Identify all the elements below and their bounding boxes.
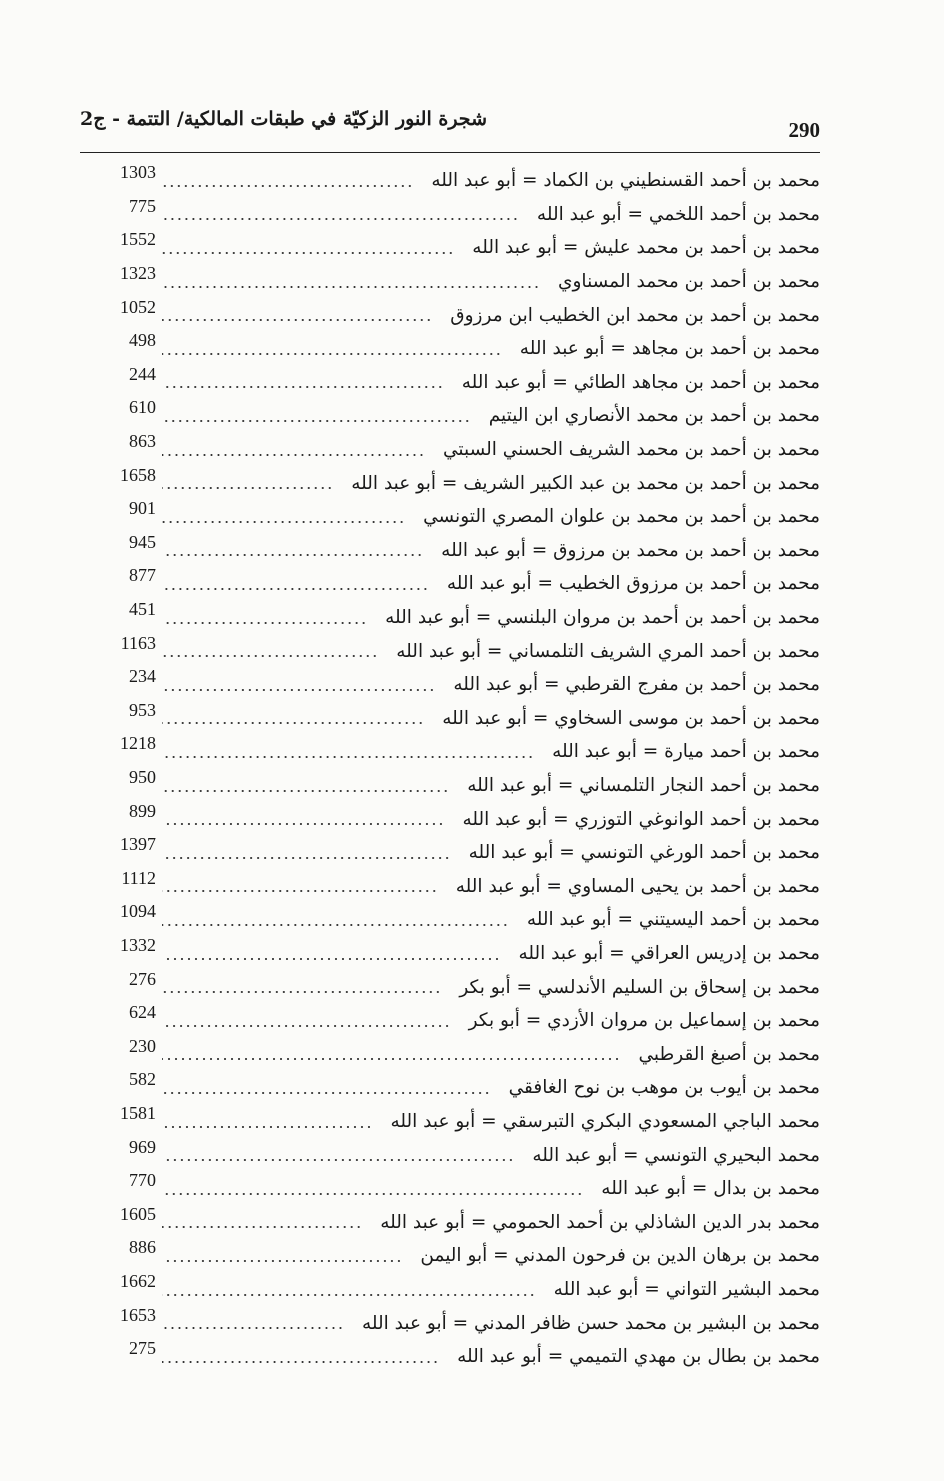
dot-leader [162, 622, 367, 624]
entry-name: محمد بن أحمد الورغي التونسي = أبو عبد الله [468, 842, 820, 864]
dot-leader [162, 823, 444, 825]
dot-leader [162, 218, 519, 220]
entry-name: محمد بن أحمد بن مفرج القرطبي = أبو عبد الله [453, 674, 820, 696]
entry-name: محمد بن أحمد بن محمد عليش = أبو عبد الله [472, 237, 820, 259]
index-entry [96, 265, 820, 299]
entry-page-number: 775 [129, 195, 156, 216]
index-entry [96, 466, 820, 500]
dot-leader [162, 756, 534, 758]
header-rule [80, 152, 820, 153]
dot-leader [162, 252, 454, 254]
entry-name: محمد بن أحمد بن محمد ابن الخطيب ابن مرزوق [450, 304, 820, 326]
entry-page-number: 901 [129, 498, 156, 519]
entry-page-number: 1332 [120, 935, 156, 956]
dot-leader [162, 991, 441, 993]
dot-leader [162, 454, 425, 456]
dot-leader [162, 722, 424, 724]
index-entry [96, 836, 820, 870]
index-entry [96, 195, 820, 232]
dot-leader [162, 1058, 621, 1060]
index-entry [96, 1004, 820, 1038]
index-entry [96, 1172, 820, 1206]
index-entry [96, 500, 820, 534]
entry-name: محمد البشير التواني = أبو عبد الله [553, 1279, 820, 1301]
entry-name: محمد بن أحمد بن محمد المسناوي [558, 271, 820, 293]
entry-page-number: 950 [129, 767, 156, 788]
entry-name: محمد بن أحمد اليسيتني = أبو عبد الله [526, 909, 820, 931]
entry-page-number: 610 [129, 397, 156, 418]
entry-name: محمد بن أحمد بن محمد بن علوان المصري التونسي [423, 506, 820, 528]
entry-page-number: 276 [129, 968, 156, 989]
entry-page-number: 624 [129, 1002, 156, 1023]
index-entry [96, 1239, 820, 1273]
entry-name: محمد البحيري التونسي = أبو عبد الله [532, 1144, 820, 1166]
index-entry [96, 634, 820, 668]
entry-page-number: 1163 [120, 632, 156, 653]
entry-name: محمد بن أحمد بن أحمد بن مروان البلنسي = أبو عبد الله [385, 607, 820, 629]
entry-name: محمد بن أحمد اللخمي = أبو عبد الله [536, 203, 820, 225]
index-entry [96, 1340, 820, 1374]
entry-page-number: 953 [129, 699, 156, 720]
entry-name: محمد الباجي المسعودي البكري التبرسقي = أبو عبد الله [390, 1111, 820, 1133]
index-entry [96, 867, 820, 904]
entry-name: محمد بن أحمد بن مرزوق الخطيب = أبو عبد الله [446, 573, 820, 595]
entry-name: محمد بن أحمد المري الشريف التلمساني = أبو عبد الله [396, 640, 820, 662]
entry-page-number: 877 [129, 565, 156, 586]
entry-page-number: 582 [129, 1069, 156, 1090]
entry-page-number: 1397 [120, 834, 156, 855]
index-entry [96, 1071, 820, 1105]
running-title: شجرة النور الزكيّة في طبقات المالكية/ التتمة - ج2 [80, 108, 487, 130]
index-entry [96, 802, 820, 836]
entry-name: محمد بن أحمد بن مجاهد = أبو عبد الله [519, 338, 820, 360]
entry-name: محمد بن أحمد بن محمد بن مرزوق = أبو عبد الله [441, 539, 820, 561]
entry-name: محمد بن إسحاق بن السليم الأندلسي = أبو بكر [459, 976, 820, 998]
dot-leader [162, 319, 432, 321]
entry-name: محمد بن أحمد النجار التلمساني = أبو عبد الله [467, 775, 820, 797]
index-entry [96, 668, 820, 702]
dot-leader [162, 1025, 451, 1027]
dot-leader [162, 655, 378, 657]
entry-page-number: 1653 [120, 1304, 156, 1325]
entry-name: محمد بدر الدين الشاذلي بن أحمد الحمومي = أبو عبد الله [380, 1211, 820, 1233]
entry-name: محمد بن البشير بن محمد حسن ظافر المدني = أبو عبد الله [361, 1312, 820, 1334]
index-entry [96, 531, 820, 568]
entry-name: محمد بن برهان الدين بن فرحون المدني = أبو اليمن [420, 1245, 820, 1267]
dot-leader [162, 487, 333, 489]
entry-page-number: 945 [129, 531, 156, 552]
dot-leader [162, 1193, 583, 1195]
index-entry [96, 1035, 820, 1072]
index-entry [96, 903, 820, 937]
dot-leader [162, 353, 502, 355]
entry-page-number: 1112 [121, 867, 156, 888]
entry-page-number: 275 [129, 1338, 156, 1359]
index-entry [96, 970, 820, 1004]
entry-name: محمد بن أحمد ميارة = أبو عبد الله [552, 741, 820, 763]
page-header [80, 104, 820, 144]
entry-page-number: 234 [129, 666, 156, 687]
entry-page-number: 1581 [120, 1103, 156, 1124]
entry-page-number: 1662 [120, 1271, 156, 1292]
entry-page-number: 1052 [120, 296, 156, 317]
index-entry [96, 433, 820, 467]
entry-page-number: 498 [129, 330, 156, 351]
index-entry [96, 699, 820, 736]
dot-leader [162, 857, 451, 859]
dot-leader [162, 1126, 372, 1128]
index-entry [96, 332, 820, 366]
index-entry [96, 298, 820, 332]
index-entry [96, 769, 820, 803]
dot-leader [162, 286, 540, 288]
entry-name: محمد بن أيوب بن موهب بن نوح الغافقي [508, 1077, 820, 1099]
dot-leader [162, 185, 413, 187]
entry-page-number: 1552 [120, 229, 156, 250]
index-entry [96, 231, 820, 265]
dot-leader [162, 554, 423, 556]
entry-name: محمد بن أحمد بن موسى السخاوي = أبو عبد الله [442, 707, 820, 729]
entry-page-number: 770 [129, 1170, 156, 1191]
dot-leader [162, 790, 449, 792]
index-entry [96, 735, 820, 769]
index-entry [96, 937, 820, 971]
dot-leader [162, 958, 500, 960]
entry-page-number: 1094 [120, 901, 156, 922]
index-entry [96, 164, 820, 198]
entry-page-number: 451 [129, 599, 156, 620]
entry-page-number: 1218 [120, 733, 156, 754]
entry-page-number: 1303 [120, 162, 156, 183]
dot-leader [162, 1361, 439, 1363]
index-entry [96, 601, 820, 635]
entry-name: محمد بن إسماعيل بن مروان الأزدي = أبو بكر [468, 1010, 820, 1032]
index-entry [96, 399, 820, 433]
entry-page-number: 244 [129, 363, 156, 384]
index-entry [96, 1273, 820, 1307]
dot-leader [162, 1294, 536, 1296]
index-entry [96, 1105, 820, 1139]
entry-name: محمد بن أحمد الوانوغي التوزري = أبو عبد الله [462, 808, 820, 830]
index-entry [96, 1138, 820, 1172]
dot-leader [162, 924, 509, 926]
dot-leader [162, 1327, 344, 1329]
entry-name: محمد بن أحمد بن محمد الأنصاري ابن اليتيم [488, 405, 820, 427]
entry-page-number: 886 [129, 1237, 156, 1258]
entry-page-number: 1605 [120, 1203, 156, 1224]
index-entry [96, 1306, 820, 1340]
entry-name: محمد بن إدريس العراقي = أبو عبد الله [518, 943, 820, 965]
index-entry [96, 363, 820, 400]
entry-name: محمد بن أحمد بن محمد الشريف الحسني السبتي [442, 439, 820, 461]
entry-page-number: 1658 [120, 464, 156, 485]
dot-leader [162, 689, 435, 691]
dot-leader [162, 521, 405, 523]
index-entry [96, 1203, 820, 1240]
entry-page-number: 230 [129, 1035, 156, 1056]
entry-name: محمد بن أحمد بن مجاهد الطائي = أبو عبد الله [461, 371, 820, 393]
entry-name: محمد بن أصبغ القرطبي [638, 1043, 820, 1065]
entry-page-number: 969 [129, 1136, 156, 1157]
dot-leader [162, 1260, 402, 1262]
entry-name: محمد بن بطال بن مهدي التميمي = أبو عبد الله [457, 1346, 820, 1368]
entry-page-number: 899 [129, 800, 156, 821]
dot-leader [162, 386, 444, 388]
dot-leader [162, 1159, 514, 1161]
entry-name: محمد بن أحمد بن يحيى المساوي = أبو عبد الله [455, 875, 820, 897]
entry-name: محمد بن أحمد القسنطيني بن الكماد = أبو عبد الله [431, 170, 820, 192]
index-entry [96, 567, 820, 601]
page-number: 290 [788, 118, 820, 142]
entry-name: محمد بن بدال = أبو عبد الله [601, 1178, 820, 1200]
dot-leader [162, 1092, 491, 1094]
dot-leader [162, 588, 429, 590]
entry-page-number: 1323 [120, 263, 156, 284]
dot-leader [162, 420, 471, 422]
entry-page-number: 863 [129, 431, 156, 452]
entry-name: محمد بن أحمد بن محمد بن عبد الكبير الشريف = أبو عبد الله [351, 472, 820, 494]
dot-leader [162, 1226, 362, 1228]
dot-leader [162, 890, 438, 892]
